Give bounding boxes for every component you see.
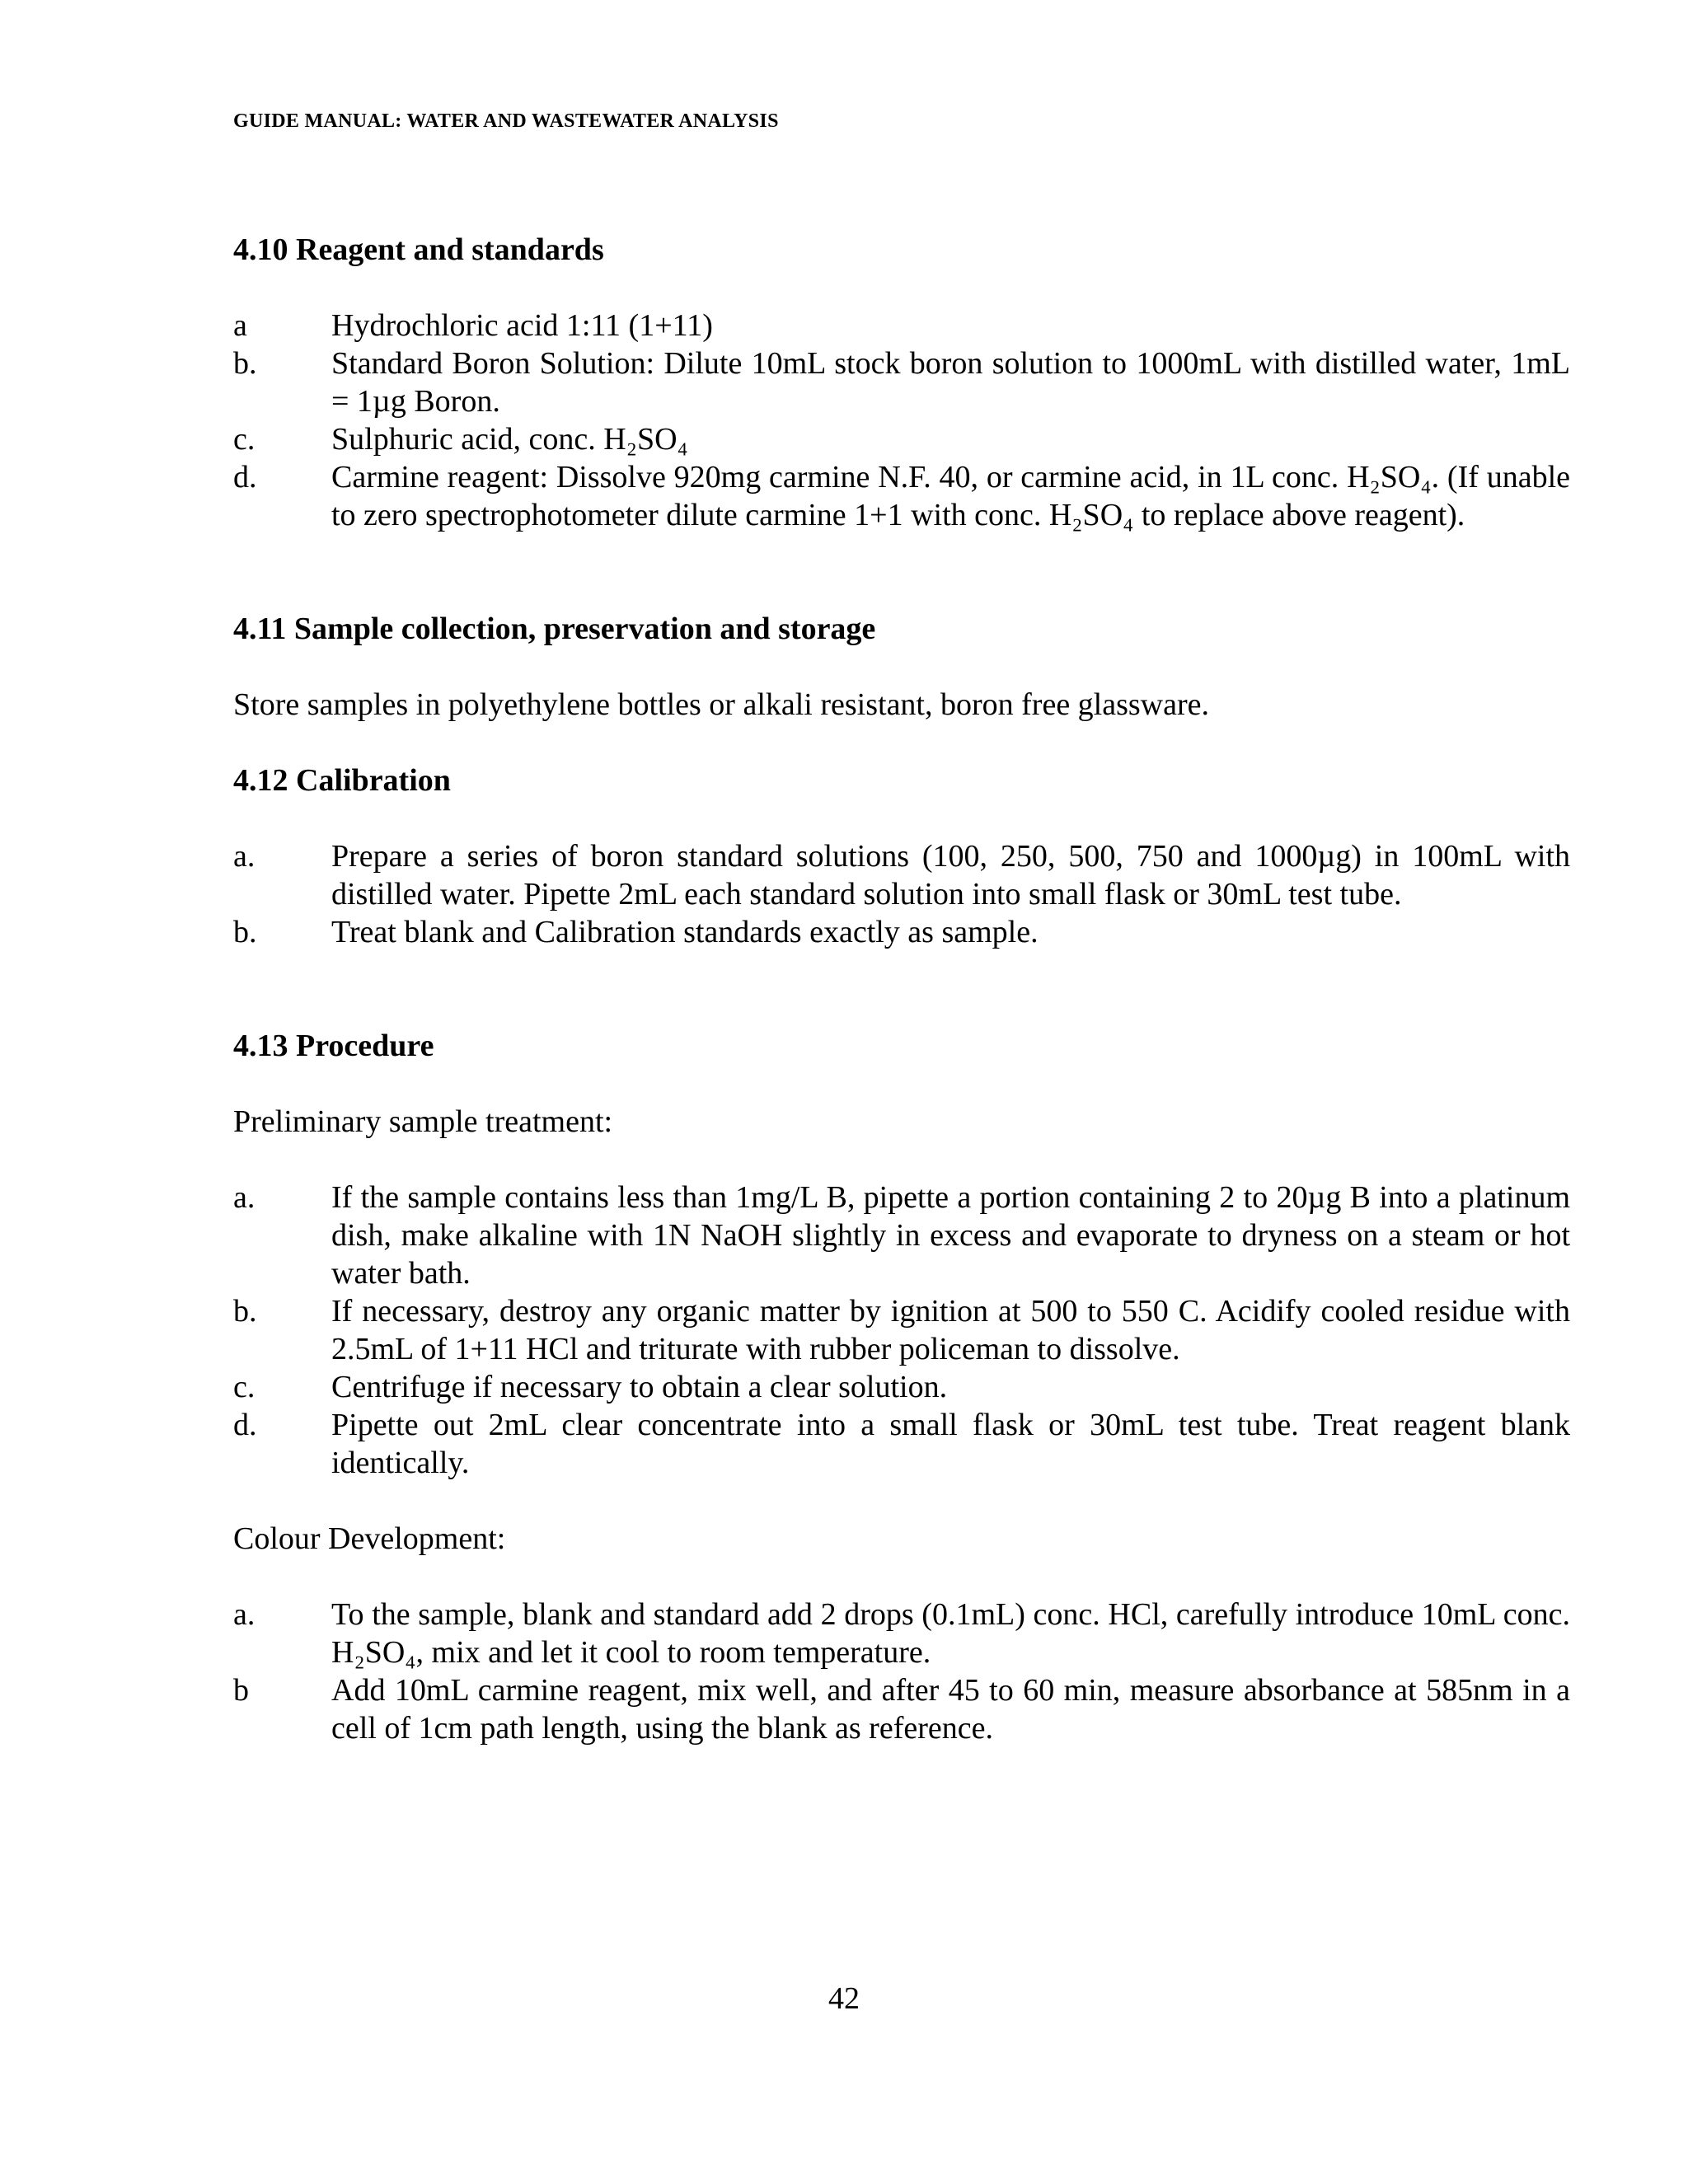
list-item-text: Centrifuge if necessary to obtain a clear solution. [331,1370,948,1404]
page-content [233,231,1570,1747]
reagent-list [233,307,1570,534]
list-marker: a. [233,839,256,874]
section-4-11-heading: 4.11 Sample collection, preservation and storage [233,612,876,646]
section-4-12-heading: 4.12 Calibration [233,763,451,798]
list-marker: c. [233,1370,256,1404]
list-marker: a. [233,1180,256,1215]
list-item [233,1292,1570,1368]
list-item-text: Add 10mL carmine reagent, mix well, and after 45 to 60 min, measure absorbance at 585nm in a cell of 1cm path length, using the blank as reference. [331,1673,1570,1746]
list-item-text: Prepare a series of boron standard solutions (100, 250, 500, 750 and 1000µg) in 100mL with distilled water. Pipette 2mL each standard solution into small flask or 30mL test tube. [331,839,1570,912]
list-item [233,344,1570,420]
list-marker: d. [233,460,257,494]
list-marker: c. [233,422,256,457]
list-item [233,1671,1570,1747]
list-item [233,1596,1570,1671]
section-4-13-heading: 4.13 Procedure [233,1029,434,1063]
list-item [233,837,1570,913]
list-item-text: Treat blank and Calibration standards exactly as sample. [331,915,1039,949]
list-item-text: If the sample contains less than 1mg/L B, pipette a portion containing 2 to 20µg B into a platinum dish, make alkaline with 1N NaOH slightly in excess and evaporate to dryness on a steam or hot water bath. [331,1180,1570,1291]
list-marker: b. [233,1294,257,1329]
list-item-text: Sulphuric acid, conc. H₂SO₄ [331,422,688,457]
list-marker: a. [233,1597,256,1632]
list-item [233,1179,1570,1292]
list-marker: b. [233,915,257,949]
preliminary-list [233,1179,1570,1482]
list-marker: d. [233,1408,257,1442]
list-item-text: Carmine reagent: Dissolve 920mg carmine N.F. 40, or carmine acid, in 1L conc. H₂SO₄. (If unable to zero spectrophotometer dilute carmine 1+1 with conc. H₂SO₄ to replace above reagent). [331,460,1570,532]
page-number: 42 [828,1981,860,2016]
colour-development-label: Colour Development: [233,1521,506,1556]
list-item [233,420,1570,458]
running-header: GUIDE MANUAL: WATER AND WASTEWATER ANALYSIS [233,110,779,132]
preliminary-label: Preliminary sample treatment: [233,1104,613,1139]
colour-development-list [233,1596,1570,1747]
list-item-text: Standard Boron Solution: Dilute 10mL stock boron solution to 1000mL with distilled water, 1mL = 1µg Boron. [331,346,1570,419]
list-item [233,307,1570,344]
list-item [233,1406,1570,1482]
list-marker: b. [233,346,257,381]
storage-paragraph: Store samples in polyethylene bottles or alkali resistant, boron free glassware. [233,687,1210,722]
list-item-text: To the sample, blank and standard add 2 drops (0.1mL) conc. HCl, carefully introduce 10mL conc. H₂SO₄, mix and let it cool to room temperature. [331,1597,1570,1670]
list-item-text: If necessary, destroy any organic matter by ignition at 500 to 550 C. Acidify cooled residue with 2.5mL of 1+11 HCl and triturate with rubber policeman to dissolve. [331,1294,1570,1366]
list-item [233,458,1570,534]
list-item [233,913,1570,951]
list-item [233,1368,1570,1406]
list-item-text: Pipette out 2mL clear concentrate into a small flask or 30mL test tube. Treat reagent blank identically. [331,1408,1570,1480]
calibration-list [233,837,1570,951]
list-marker: a [233,308,247,343]
list-marker: b [233,1673,249,1708]
list-item-text: Hydrochloric acid 1:11 (1+11) [331,308,713,343]
section-4-10-heading: 4.10 Reagent and standards [233,232,604,267]
